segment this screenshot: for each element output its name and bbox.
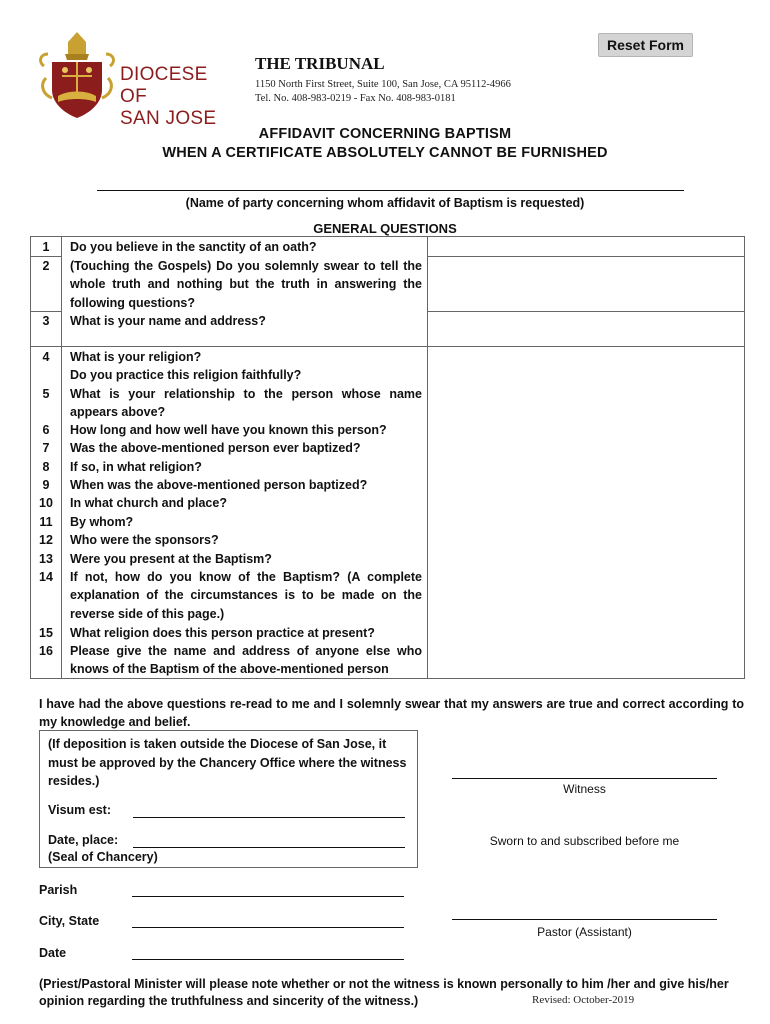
diocese-logo	[38, 32, 238, 129]
reset-form-button[interactable]: Reset Form	[598, 33, 693, 57]
question-text: When was the above-mentioned person baptized?	[70, 478, 368, 492]
question-number: 8	[42, 460, 50, 474]
revision-date: Revised: October-2019	[532, 994, 635, 1006]
date-field[interactable]	[132, 959, 404, 960]
diocese-name	[120, 64, 238, 130]
question-number: 13	[39, 552, 53, 566]
question-number: 16	[39, 644, 53, 658]
question-number: 12	[39, 533, 53, 547]
form-title-line2: WHEN A CERTIFICATE ABSOLUTELY CANNOT BE FURNISHED	[162, 145, 608, 161]
question-text: What is your relationship to the person whose name appears above?	[70, 387, 422, 420]
question-number: 5	[42, 387, 50, 401]
question-number: 6	[42, 423, 50, 437]
party-name-caption: (Name of party concerning whom affidavit of Baptism is requested)	[185, 196, 585, 210]
question-text: How long and how well have you known this person?	[70, 423, 387, 437]
answer-field-1[interactable]	[429, 237, 744, 256]
table-divider	[61, 237, 62, 678]
table-divider	[427, 237, 428, 678]
coat-of-arms-icon	[38, 32, 116, 118]
visum-est-field[interactable]	[133, 817, 405, 818]
oath-statement: I have had the above questions re-read to me and I solemnly swear that my answers are true and correct according to my knowledge and belief.	[39, 697, 744, 729]
answer-field-4-16[interactable]	[429, 347, 744, 679]
parish-label: Parish	[39, 883, 78, 897]
question-number: 7	[42, 441, 50, 455]
question-text: (Touching the Gospels) Do you solemnly swear to tell the whole truth and nothing but the truth in answering the following questions?	[70, 259, 422, 310]
question-number: 4	[42, 350, 50, 364]
question-text: Please give the name and address of anyone else who knows of the Baptism of the above-mentioned person	[70, 644, 422, 677]
question-text: By whom?	[70, 515, 134, 529]
question-text: What is your religion?	[70, 350, 202, 364]
question-text: What is your name and address?	[70, 314, 266, 328]
question-text: If not, how do you know of the Baptism? (A complete explanation of the circumstances is to be made on the reverse side of this page.)	[70, 570, 422, 621]
seal-label: (Seal of Chancery)	[48, 850, 158, 864]
pastor-signature-field[interactable]	[452, 919, 717, 920]
question-text: Were you present at the Baptism?	[70, 552, 272, 566]
tribunal-address-block	[255, 78, 511, 106]
question-number: 9	[42, 478, 50, 492]
question-text: Who were the sponsors?	[70, 533, 219, 547]
question-number: 10	[39, 496, 53, 510]
answer-field-2[interactable]	[429, 257, 744, 311]
question-text: Do you believe in the sanctity of an oath?	[70, 240, 317, 254]
questions-table	[30, 236, 745, 679]
tribunal-address: 1150 North First Street, Suite 100, San Jose, CA 95112-4966	[255, 79, 511, 90]
date-label: Date	[39, 946, 67, 960]
question-number: 11	[39, 515, 53, 529]
question-number: 3	[42, 314, 50, 328]
question-text: In what church and place?	[70, 496, 227, 510]
tribunal-title: THE TRIBUNAL	[255, 54, 385, 73]
general-questions-heading: GENERAL QUESTIONS	[313, 221, 457, 236]
question-text: If so, in what religion?	[70, 460, 202, 474]
party-name-field[interactable]	[97, 190, 684, 191]
date-place-label: Date, place:	[48, 833, 119, 847]
question-number: 15	[39, 626, 53, 640]
city-state-label: City, State	[39, 914, 100, 928]
answer-field-3[interactable]	[429, 312, 744, 346]
diocese-name-line2: SAN JOSE	[120, 108, 217, 129]
deposition-note: (If deposition is taken outside the Diocese of San Jose, it must be approved by the Chancery Office where the witness resides.)	[48, 737, 407, 788]
priest-note: (Priest/Pastoral Minister will please note whether or not the witness is known personally to him /her and give his/her opinion regarding the truthfulness and sincerity of the witness.)	[39, 977, 729, 1008]
tribunal-phone: Tel. No. 408-983-0219 - Fax No. 408-983-0181	[255, 93, 456, 104]
question-text: Was the above-mentioned person ever baptized?	[70, 441, 361, 455]
witness-signature-field[interactable]	[452, 778, 717, 779]
city-state-field[interactable]	[132, 927, 404, 928]
visum-est-label: Visum est:	[48, 803, 111, 817]
pastor-label: Pastor (Assistant)	[537, 925, 632, 939]
question-text: What religion does this person practice at present?	[70, 626, 375, 640]
question-number: 1	[42, 240, 50, 254]
question-text: Do you practice this religion faithfully?	[70, 368, 302, 382]
question-number: 14	[39, 570, 53, 584]
diocese-name-line1: DIOCESE OF	[120, 64, 208, 107]
question-number: 2	[42, 259, 50, 273]
form-title-line1: AFFIDAVIT CONCERNING BAPTISM	[258, 126, 512, 142]
witness-label: Witness	[563, 782, 606, 796]
date-place-field[interactable]	[133, 847, 405, 848]
parish-field[interactable]	[132, 896, 404, 897]
deposition-box	[39, 730, 418, 868]
sworn-label: Sworn to and subscribed before me	[489, 834, 680, 848]
